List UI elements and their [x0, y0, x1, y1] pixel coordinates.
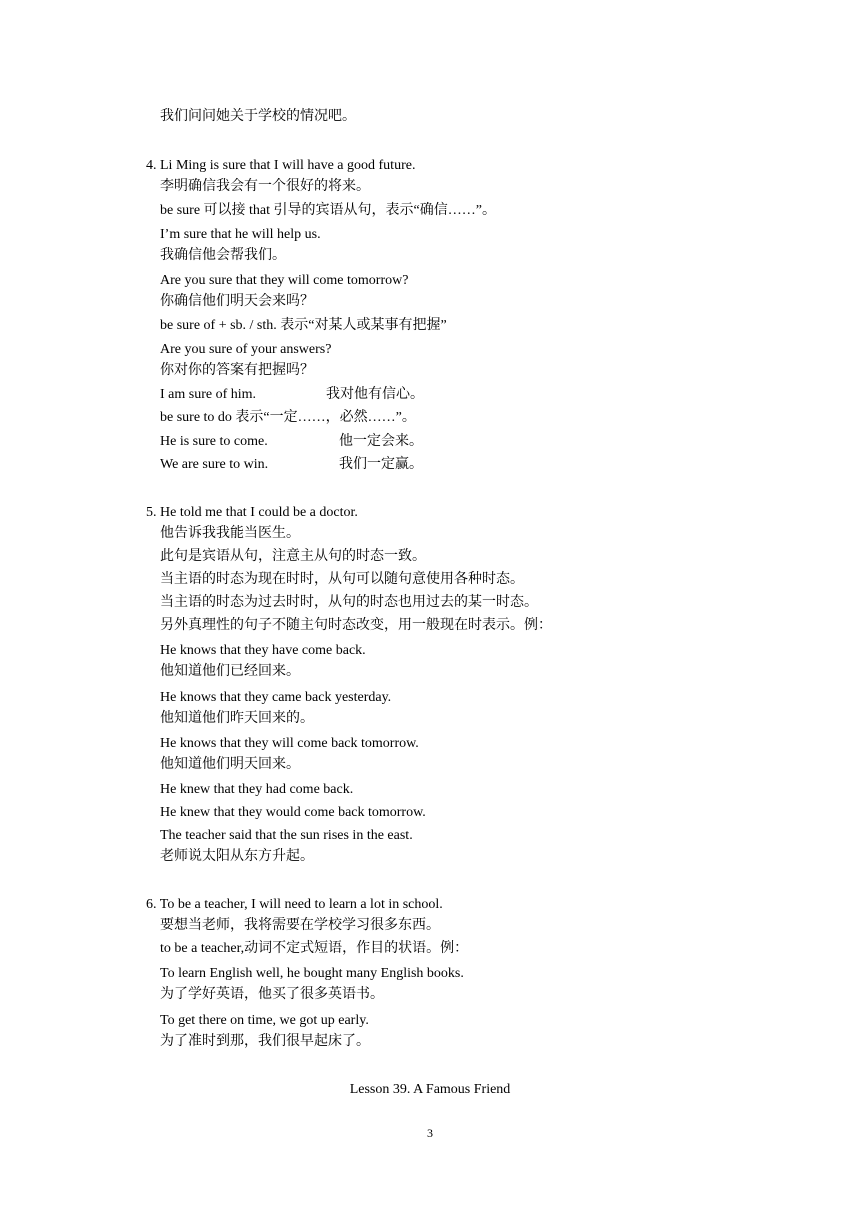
text-line: 他知道他们明天回来。 — [160, 757, 300, 772]
example-english: I am sure of him. — [160, 387, 257, 402]
text-line: Are you sure that they will come tomorrow? — [160, 273, 409, 288]
text-line: To get there on time, we got up early. — [160, 1013, 369, 1028]
example-english: He is sure to come. — [160, 434, 268, 449]
example-chinese: 我们一定赢。 — [339, 457, 423, 472]
text-line: 我确信他会帮我们。 — [160, 248, 286, 263]
example-chinese: 他一定会来。 — [339, 434, 423, 449]
example-chinese: 我对他有信心。 — [326, 387, 424, 402]
text-line: 你确信他们明天会来吗？ — [160, 294, 314, 309]
text-line: 此句是宾语从句，注意主从句的时态一致。 — [160, 549, 426, 564]
text-line: He knew that they would come back tomorrow. — [160, 805, 426, 820]
example-english: We are sure to win. — [160, 457, 269, 472]
text-line: to be a teacher,动词不定式短语，作目的状语。例： — [160, 941, 469, 956]
text-line: 当主语的时态为过去时时，从句的时态也用过去的某一时态。 — [160, 595, 538, 610]
example-pair — [160, 456, 423, 474]
section-4-heading: 4. Li Ming is sure that I will have a good future. — [146, 158, 416, 173]
text-line: 为了准时到那，我们很早起床了。 — [160, 1034, 370, 1049]
text-line: I’m sure that he will help us. — [160, 227, 321, 242]
lesson-title: Lesson 39. A Famous Friend — [349, 1082, 511, 1097]
text-line: 为了学好英语，他买了很多英语书。 — [160, 987, 384, 1002]
text-line: He knows that they have come back. — [160, 643, 366, 658]
text-line: be sure to do 表示“一定……，必然……”。 — [160, 410, 416, 425]
text-line: He knew that they had come back. — [160, 782, 354, 797]
text-line: 他告诉我我能当医生。 — [160, 526, 300, 541]
example-pair — [160, 386, 424, 404]
text-line: 老师说太阳从东方升起。 — [160, 849, 314, 864]
text-line: Are you sure of your answers? — [160, 342, 332, 357]
section-5-heading: 5. He told me that I could be a doctor. — [146, 505, 358, 520]
text-line: He knows that they came back yesterday. — [160, 690, 392, 705]
text-line: be sure of + sb. / sth. 表示“对某人或某事有把握” — [160, 318, 447, 333]
text-line: be sure 可以接 that 引导的宾语从句，表示“确信……”。 — [160, 203, 496, 218]
text-line: 李明确信我会有一个很好的将来。 — [160, 179, 370, 194]
example-pair — [160, 433, 423, 451]
text-line: 当主语的时态为现在时时，从句可以随句意使用各种时态。 — [160, 572, 524, 587]
text-line: To learn English well, he bought many English books. — [160, 966, 464, 981]
text-line: 他知道他们已经回来。 — [160, 664, 300, 679]
text-line: 我们问问她关于学校的情况吧。 — [160, 109, 356, 124]
text-line: 要想当老师，我将需要在学校学习很多东西。 — [160, 918, 440, 933]
text-line: The teacher said that the sun rises in the east. — [160, 828, 413, 843]
text-line: He knows that they will come back tomorrow. — [160, 736, 419, 751]
text-line: 另外真理性的句子不随主句时态改变，用一般现在时表示。例： — [160, 618, 552, 633]
text-line: 他知道他们昨天回来的。 — [160, 711, 314, 726]
page-number: 3 — [427, 1126, 433, 1140]
text-line: 你对你的答案有把握吗？ — [160, 363, 314, 378]
section-6-heading: 6. To be a teacher, I will need to learn a lot in school. — [146, 897, 443, 912]
